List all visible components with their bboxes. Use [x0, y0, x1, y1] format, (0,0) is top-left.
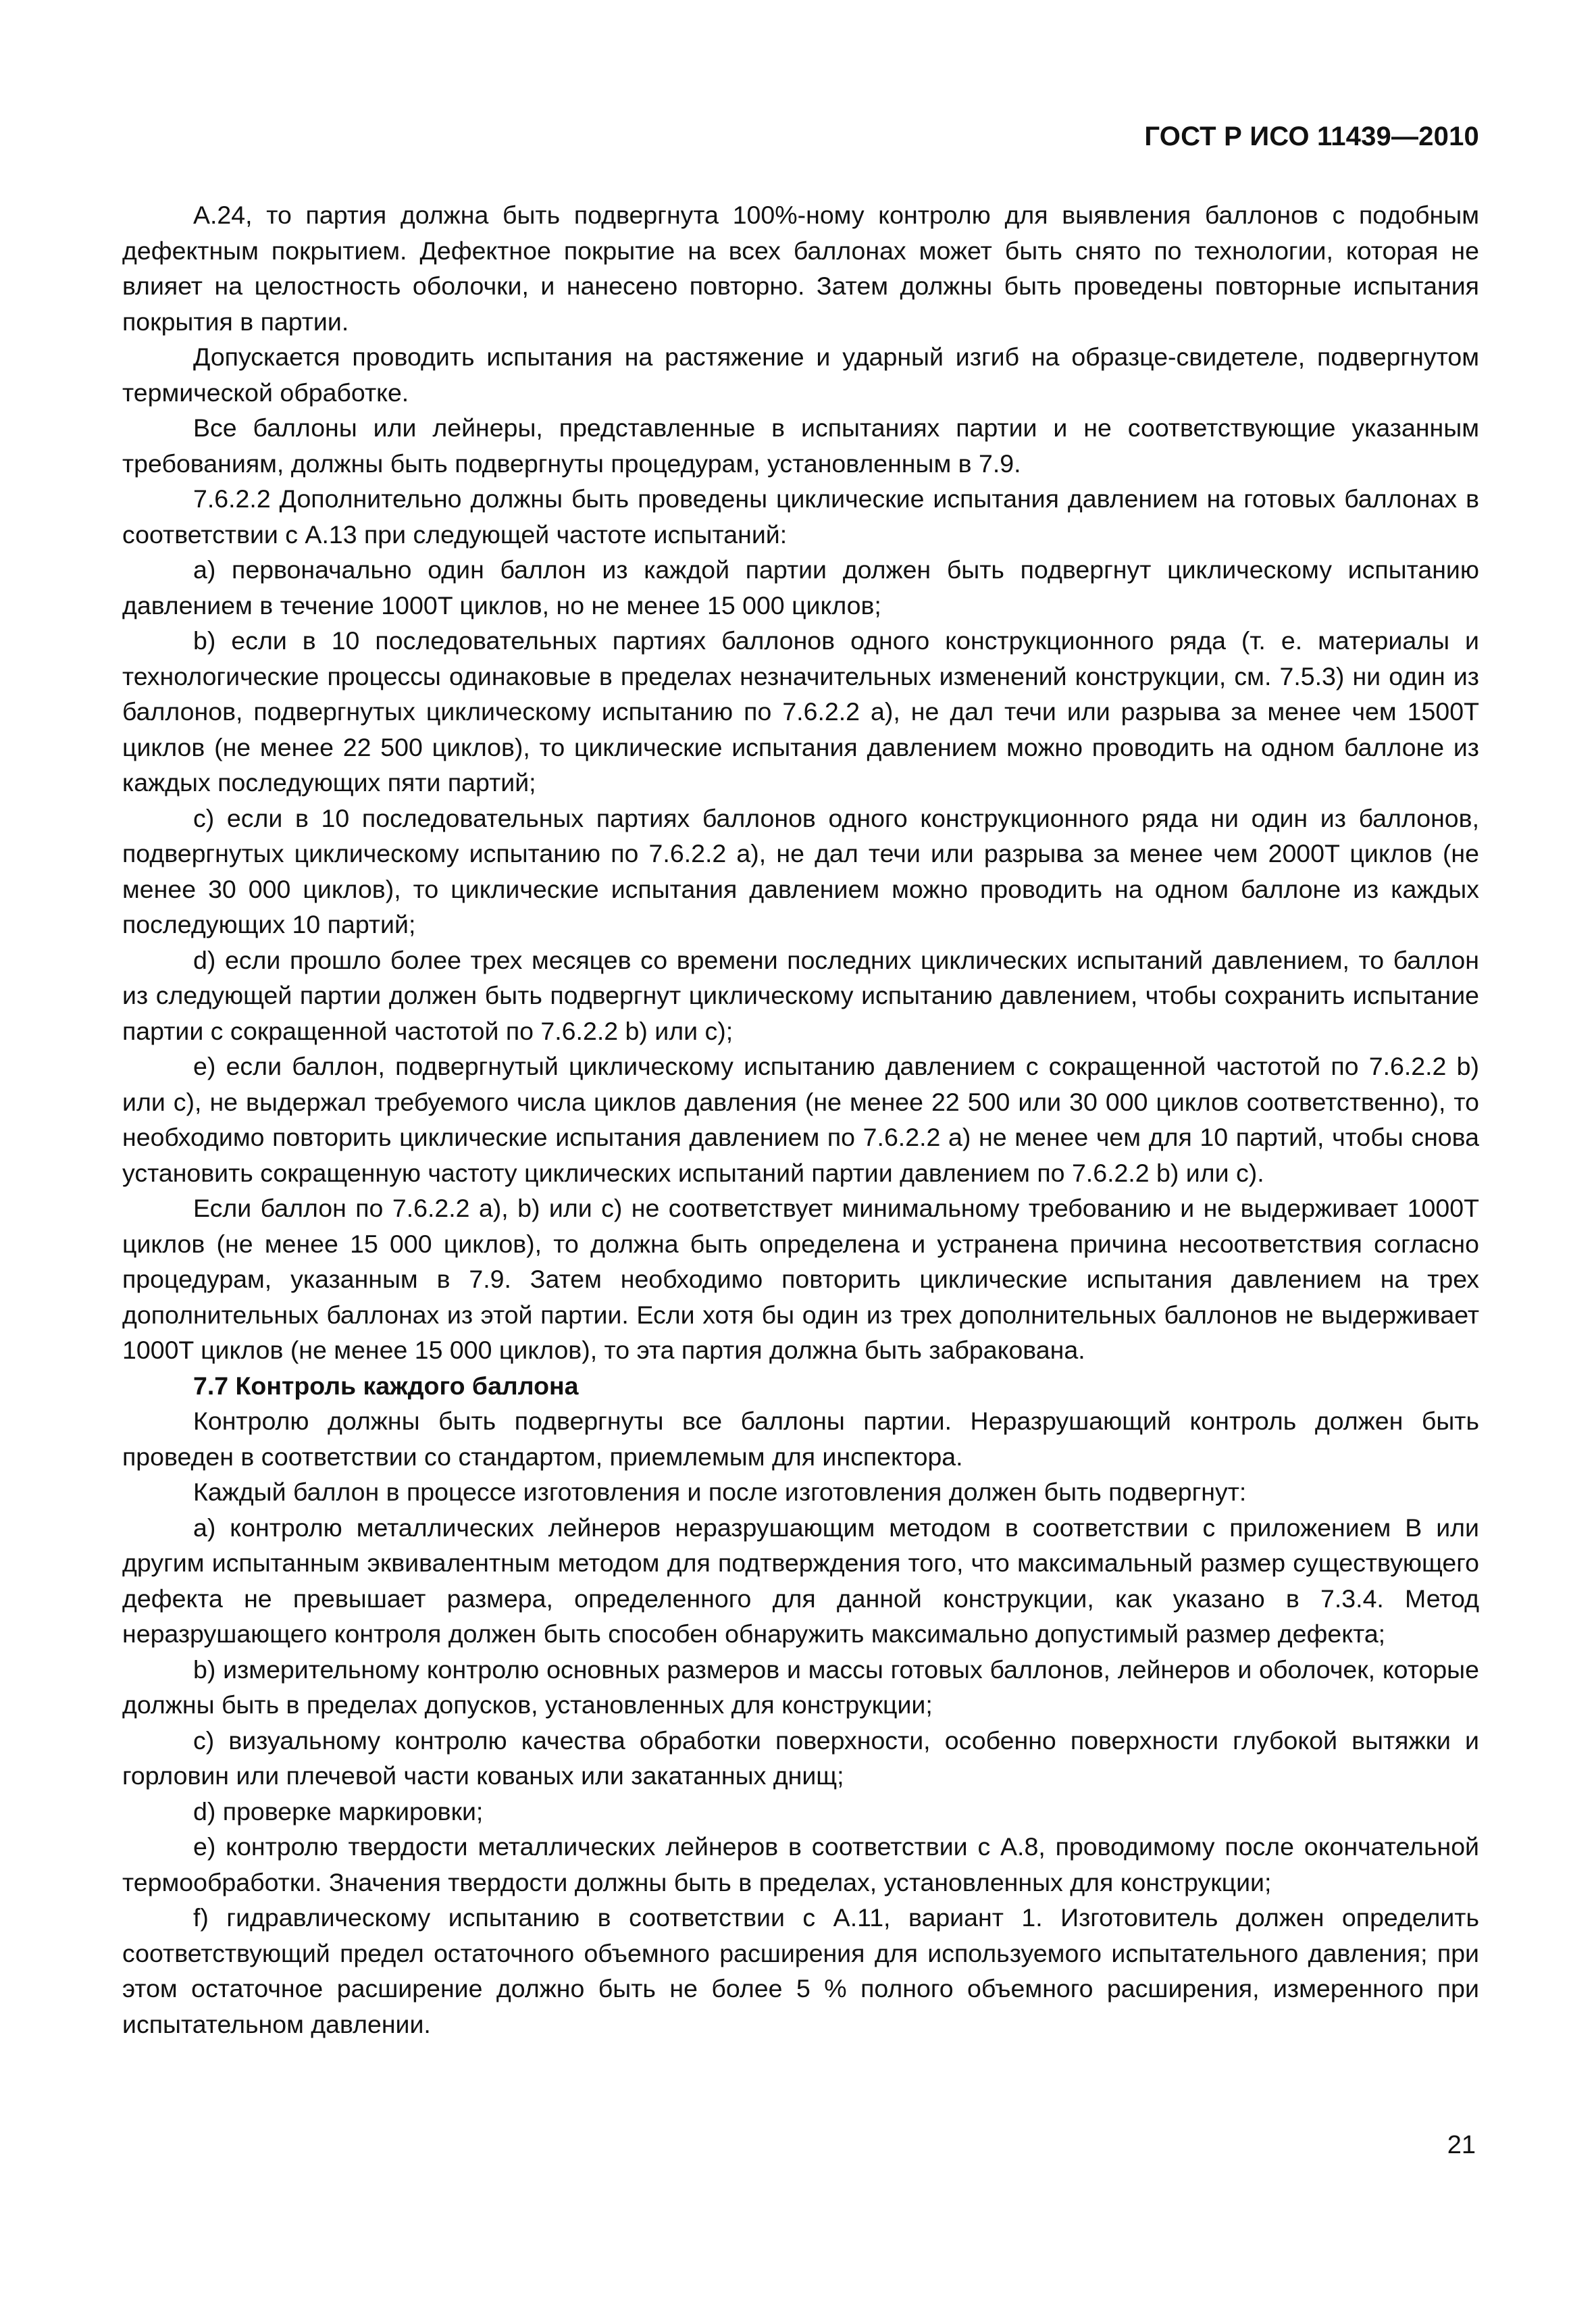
list-item: b) измерительному контролю основных размеров и массы готовых баллонов, лейнеров и оболочек, которые должны быть в пределах допусков, установленных для конструкции;	[122, 1655, 1479, 1719]
list-item: d) проверке маркировки;	[193, 1796, 484, 1826]
list-item: c) если в 10 последовательных партиях баллонов одного конструкционного ряда ни один из баллонов, подвергнутых циклическому испытанию по 7.6.2.2 a), не дал течи или разрыва за менее чем 2000T циклов (не менее 30 000 циклов), то циклические испытания давлением можно проводить на одном баллоне из каждых последующих 10 партий;	[122, 803, 1479, 938]
paragraph: А.24, то партия должна быть подвергнута 100%-ному контролю для выявления баллонов с подобным дефектным покрытием. Дефектное покрытие на всех баллонах может быть снято по технологии, которая не влияет на целостность оболочки, и нанесено повторно. Затем должны быть проведены повторные испытания покрытия в партии.	[122, 201, 1479, 336]
document-header: ГОСТ Р ИСО 11439—2010	[1144, 122, 1479, 151]
list-item: c) визуальному контролю качества обработки поверхности, особенно поверхности глубокой вытяжки и горловин или плечевой части кованых или закатанных днищ;	[122, 1726, 1479, 1790]
paragraph: Допускается проводить испытания на растяжение и ударный изгиб на образце-свидетеле, подвергнутом термической обработке.	[122, 343, 1479, 407]
paragraph: Если баллон по 7.6.2.2 a), b) или c) не соответствует минимальному требованию и не выдерживает 1000T циклов (не менее 15 000 циклов), то должна быть определена и устранена причина несоответствия согласно процедурам, указанным в 7.9. Затем необходимо повторить циклические испытания давлением на трех дополнительных баллонах из этой партии. Если хотя бы один из трех дополнительных баллонов не выдерживает 1000T циклов (не менее 15 000 циклов), то эта партия должна быть забракована.	[122, 1194, 1479, 1364]
paragraph: 7.6.2.2 Дополнительно должны быть проведены циклические испытания давлением на готовых баллонах в соответствии с А.13 при следующей частоте испытаний:	[122, 484, 1479, 549]
list-item: a) контролю металлических лейнеров неразрушающим методом в соответствии с приложением В или другим испытанным эквивалентным методом для подтверждения того, что максимальный размер существующего дефекта не превышает размера, определенного для данной конструкции, как указано в 7.3.4. Метод неразрушающего контроля должен быть способен обнаружить максимально допустимый размер дефекта;	[122, 1513, 1479, 1648]
list-item: e) если баллон, подвергнутый циклическому испытанию давлением с сокращенной частотой по 7.6.2.2 b) или c), не выдержал требуемого числа циклов давления (не менее 22 500 или 30 000 циклов соответственно), то необходимо повторить циклические испытания давлением по 7.6.2.2 a) не менее чем для 10 партий, чтобы снова установить сокращенную частоту циклических испытаний партии давлением по 7.6.2.2 b) или c).	[122, 1052, 1479, 1187]
list-item: e) контролю твердости металлических лейнеров в соответствии с А.8, проводимому после окончательной термообработки. Значения твердости должны быть в пределах, установленных для конструкции;	[122, 1832, 1479, 1896]
list-item: d) если прошло более трех месяцев со времени последних циклических испытаний давлением, то баллон из следующей партии должен быть подвергнут циклическому испытанию давлением, чтобы сохранить испытание партии с сокращенной частотой по 7.6.2.2 b) или c);	[122, 945, 1479, 1045]
list-item: b) если в 10 последовательных партиях баллонов одного конструкционного ряда (т. е. материалы и технологические процессы одинаковые в пределах незначительных изменений конструкции, см. 7.5.3) ни один из баллонов, подвергнутых циклическому испытанию по 7.6.2.2 a), не дал течи или разрыва за менее чем 1500T циклов (не менее 22 500 циклов), то циклические испытания давлением можно проводить на одном баллоне из каждых последующих пяти партий;	[122, 626, 1479, 797]
list-item: a) первоначально один баллон из каждой партии должен быть подвергнут циклическому испытанию давлением в течение 1000T циклов, но не менее 15 000 циклов;	[122, 555, 1479, 620]
paragraph: Контролю должны быть подвергнуты все баллоны партии. Неразрушающий контроль должен быть проведен в соответствии со стандартом, приемлемым для инспектора.	[122, 1407, 1479, 1471]
paragraph: Каждый баллон в процессе изготовления и после изготовления должен быть подвергнут:	[193, 1478, 1247, 1506]
section-heading: 7.7 Контроль каждого баллона	[193, 1371, 579, 1400]
list-item: f) гидравлическому испытанию в соответствии с А.11, вариант 1. Изготовитель должен определить соответствующий предел остаточного объемного расширения для используемого испытательного давления; при этом остаточное расширение должно быть не более 5 % полного объемного расширения, измеренного при испытательном давлении.	[122, 1903, 1479, 2038]
document-body	[122, 197, 1479, 2042]
paragraph: Все баллоны или лейнеры, представленные в испытаниях партии и не соответствующие указанным требованиям, должны быть подвергнуты процедурам, установленным в 7.9.	[122, 413, 1479, 478]
page-number: 21	[1447, 2131, 1476, 2159]
